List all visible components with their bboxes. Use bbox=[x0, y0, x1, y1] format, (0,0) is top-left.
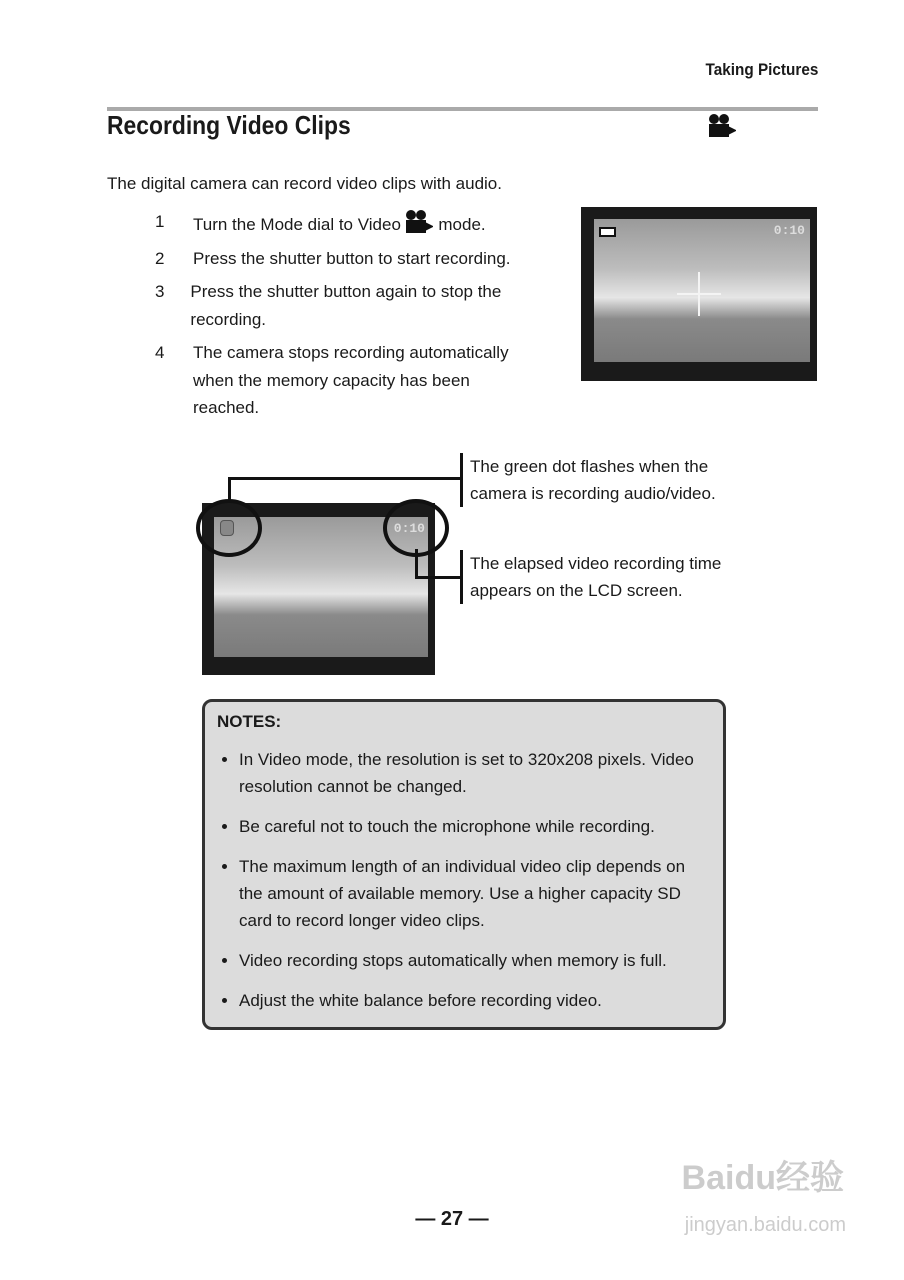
page-number: — 27 — bbox=[415, 1208, 489, 1230]
callout-ring bbox=[196, 499, 262, 557]
step-number: 2 bbox=[155, 248, 165, 268]
elapsed-time: 0:10 bbox=[773, 223, 805, 238]
step bbox=[155, 245, 555, 273]
video-camera-icon bbox=[709, 114, 737, 138]
page-title: Recording Video Clips bbox=[107, 110, 351, 140]
step-text: Turn the Mode dial to Video bbox=[193, 215, 401, 234]
notes-heading: NOTES: bbox=[217, 712, 282, 731]
callout-elapsed-time: The elapsed video recording time appears on the LCD screen. bbox=[460, 550, 760, 604]
lcd-preview-image bbox=[581, 207, 817, 381]
step-number: 3 bbox=[155, 282, 165, 301]
note-item: • Adjust the white balance before recording video. bbox=[239, 987, 713, 1014]
step-text: mode. bbox=[438, 215, 486, 234]
watermark-url: jingyan.baidu.com bbox=[684, 1214, 846, 1236]
page-number-value: 27 bbox=[440, 1208, 464, 1230]
note-item: • In Video mode, the resolution is set to 320x208 pixels. Video resolution cannot be changed. bbox=[239, 746, 713, 800]
video-mode-icon bbox=[599, 227, 616, 237]
note-item: • Be careful not to touch the microphone while recording. bbox=[239, 813, 713, 840]
step-text: Press the shutter button to start recording. bbox=[193, 248, 511, 268]
video-camera-icon bbox=[406, 210, 434, 232]
step bbox=[155, 339, 555, 422]
note-item: • The maximum length of an individual video clip depends on the amount of available memory. Use a higher capacity SD card to record longer video clips. bbox=[239, 853, 713, 934]
watermark-logo: Baidu经验 bbox=[681, 1159, 844, 1197]
step-number: 4 bbox=[155, 343, 165, 362]
notes-box bbox=[202, 699, 726, 1030]
callout-green-dot: The green dot flashes when the camera is recording audio/video. bbox=[460, 453, 760, 507]
elapsed-time: 0:10 bbox=[393, 521, 425, 536]
step-number: 1 bbox=[155, 212, 165, 231]
step-text: The camera stops recording automatically when the memory capacity has been reached. bbox=[193, 343, 509, 417]
section-header: Taking Pictures bbox=[705, 60, 818, 79]
intro-text: The digital camera can record video clips with audio. bbox=[107, 174, 502, 193]
note-item: • Video recording stops automatically when memory is full. bbox=[239, 947, 713, 974]
steps-list bbox=[155, 208, 555, 428]
step bbox=[155, 208, 555, 239]
step bbox=[155, 278, 555, 333]
step-text: Press the shutter button again to stop the recording. bbox=[190, 282, 502, 329]
